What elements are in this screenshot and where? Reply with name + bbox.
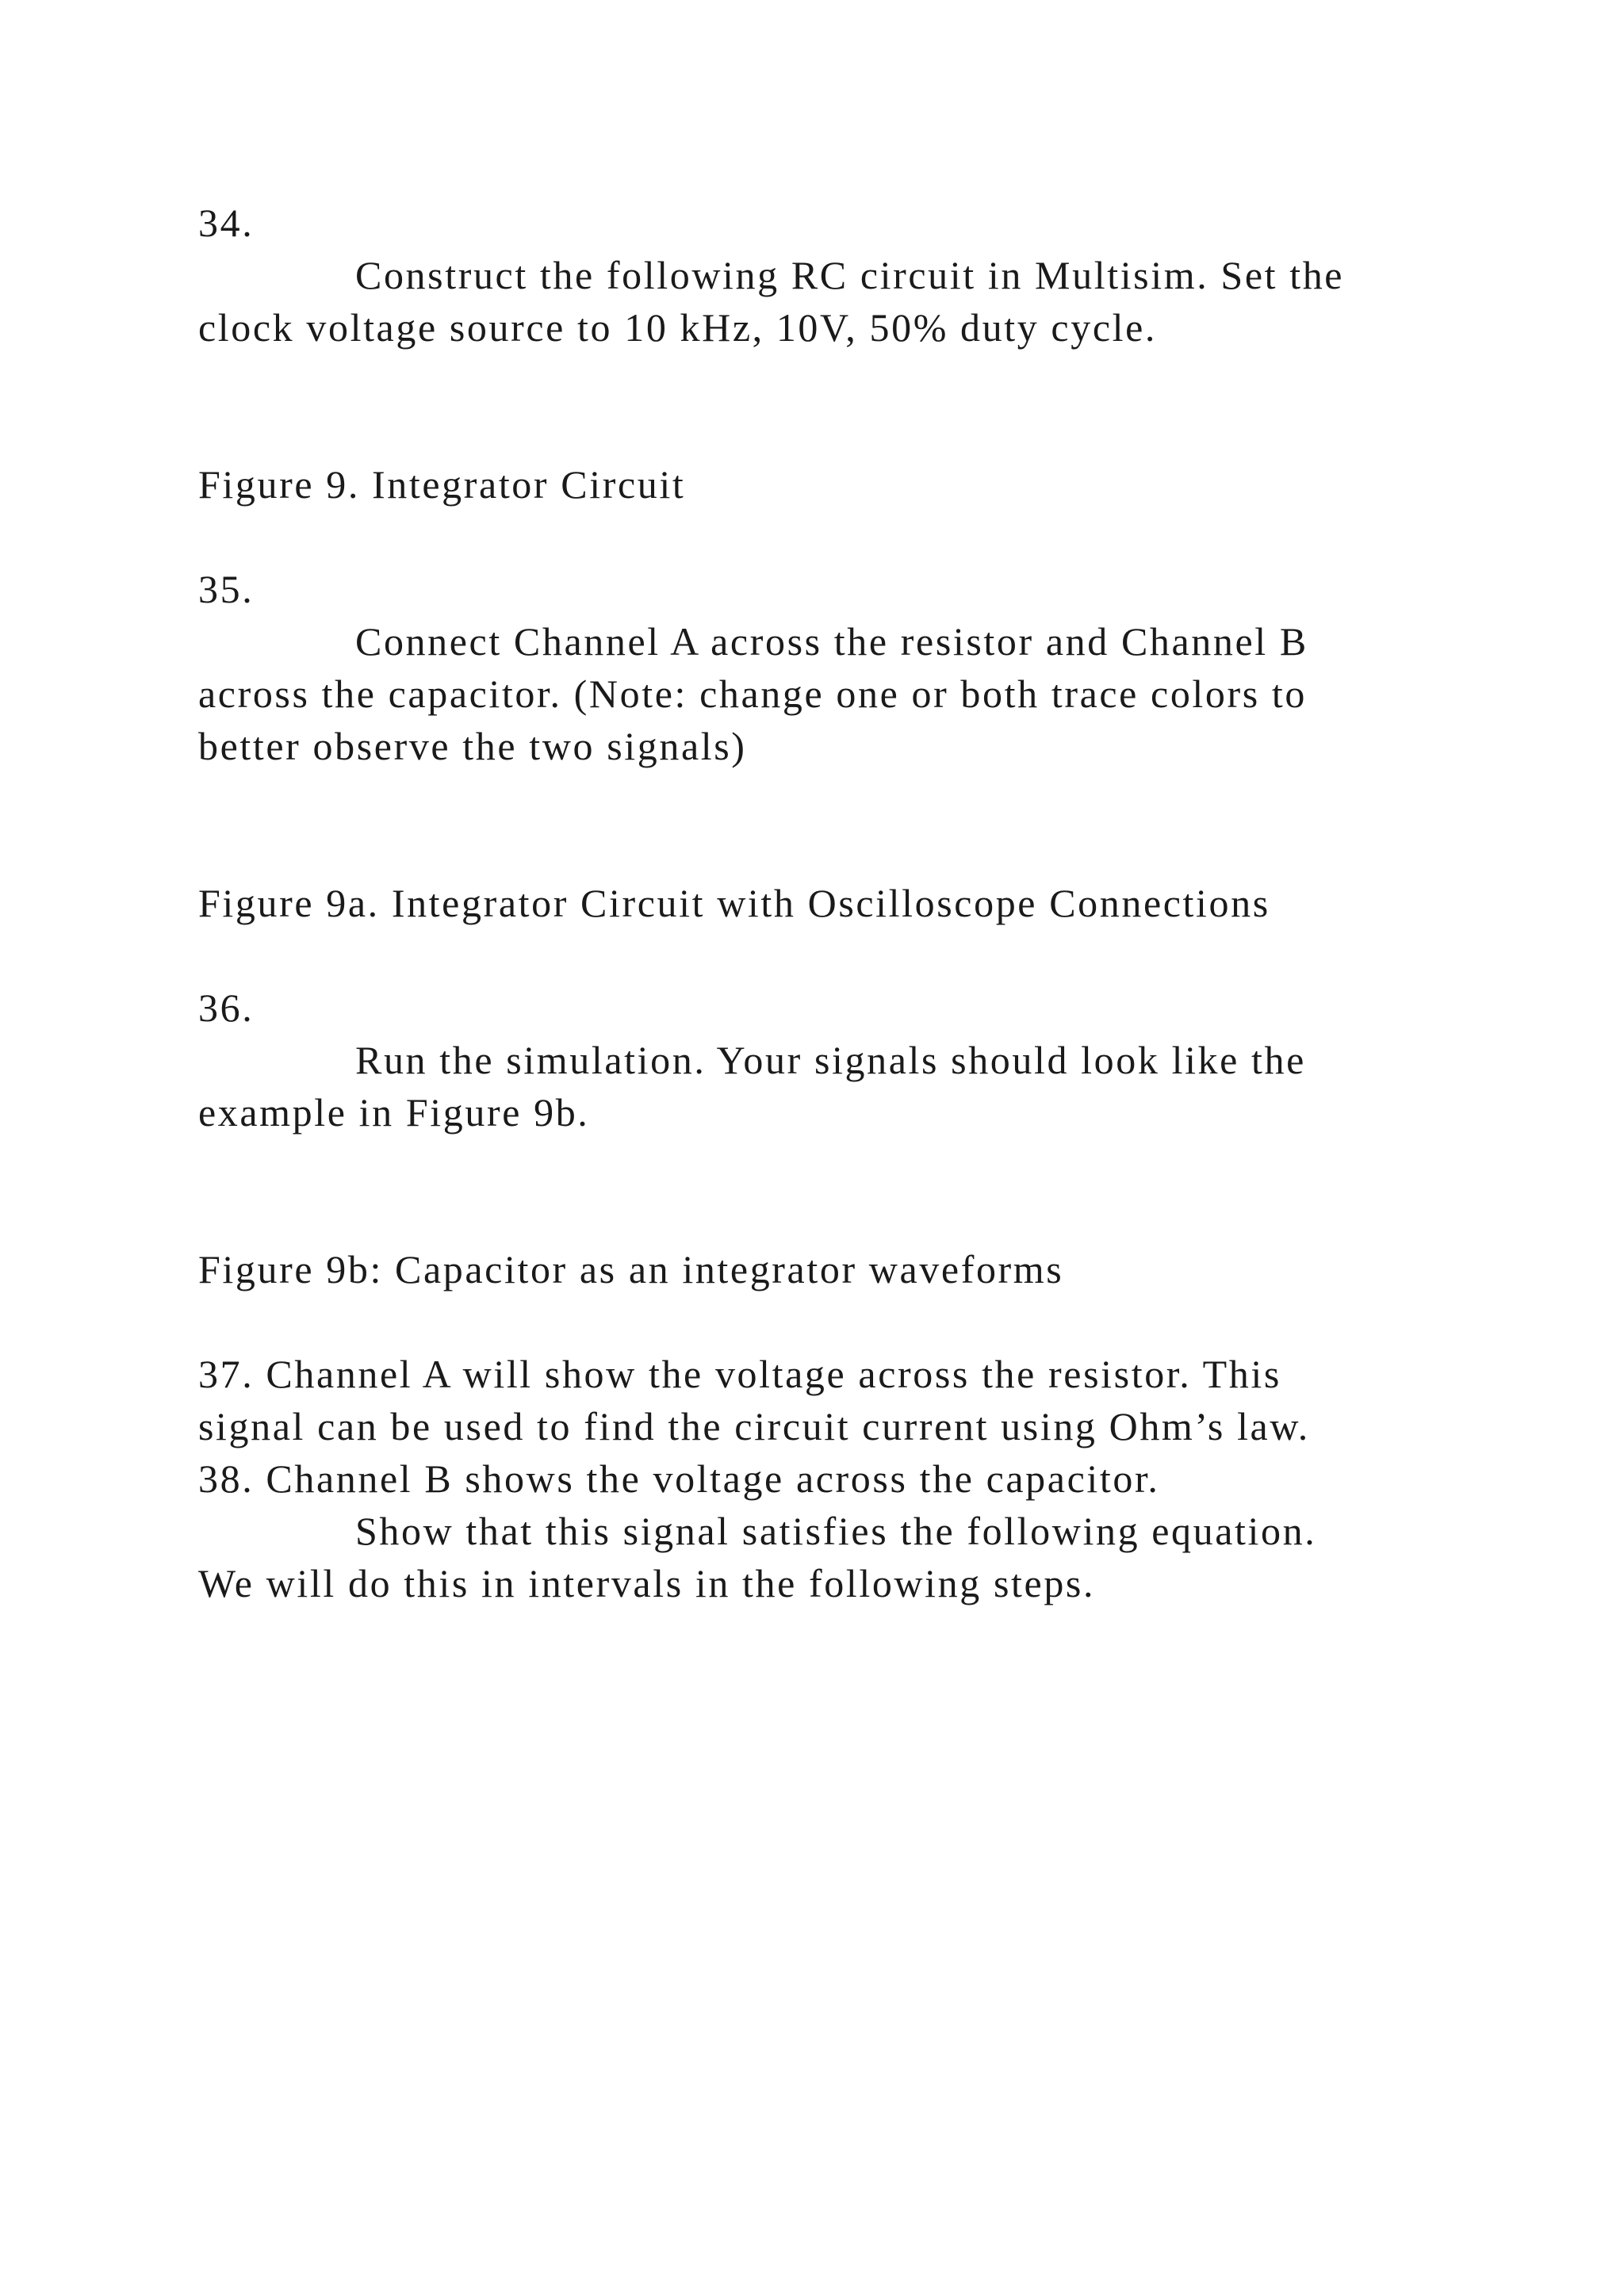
step-number-35: 35. [198,567,255,611]
step-37-line-2: signal can be used to find the circuit current using Ohm’s law. [198,1404,1310,1448]
step-38-line-2: Show that this signal satisfies the following equation. [355,1509,1317,1553]
step-38-line-1: 38. Channel B shows the voltage across the capacitor. [198,1456,1160,1501]
step-35-line-3: better observe the two signals) [198,724,747,768]
step-37-line-1: 37. Channel A will show the voltage across the resistor. This [198,1352,1281,1396]
step-35-line-2: across the capacitor. (Note: change one or both trace colors to [198,672,1308,716]
figure-9-caption: Figure 9. Integrator Circuit [198,462,686,507]
step-36-line-2: example in Figure 9b. [198,1090,590,1135]
step-35-line-1: Connect Channel A across the resistor and Channel B [355,619,1308,664]
step-38-line-3: We will do this in intervals in the following steps. [198,1561,1096,1605]
figure-9a-caption: Figure 9a. Integrator Circuit with Oscilloscope Connections [198,881,1270,925]
step-number-36: 36. [198,985,255,1030]
step-36-line-1: Run the simulation. Your signals should look like the [355,1038,1306,1082]
step-34-line-1: Construct the following RC circuit in Multisim. Set the [355,253,1345,297]
step-number-34: 34. [198,201,255,245]
step-34-line-2: clock voltage source to 10 kHz, 10V, 50% duty cycle. [198,305,1158,350]
figure-9b-caption: Figure 9b: Capacitor as an integrator waveforms [198,1247,1064,1292]
